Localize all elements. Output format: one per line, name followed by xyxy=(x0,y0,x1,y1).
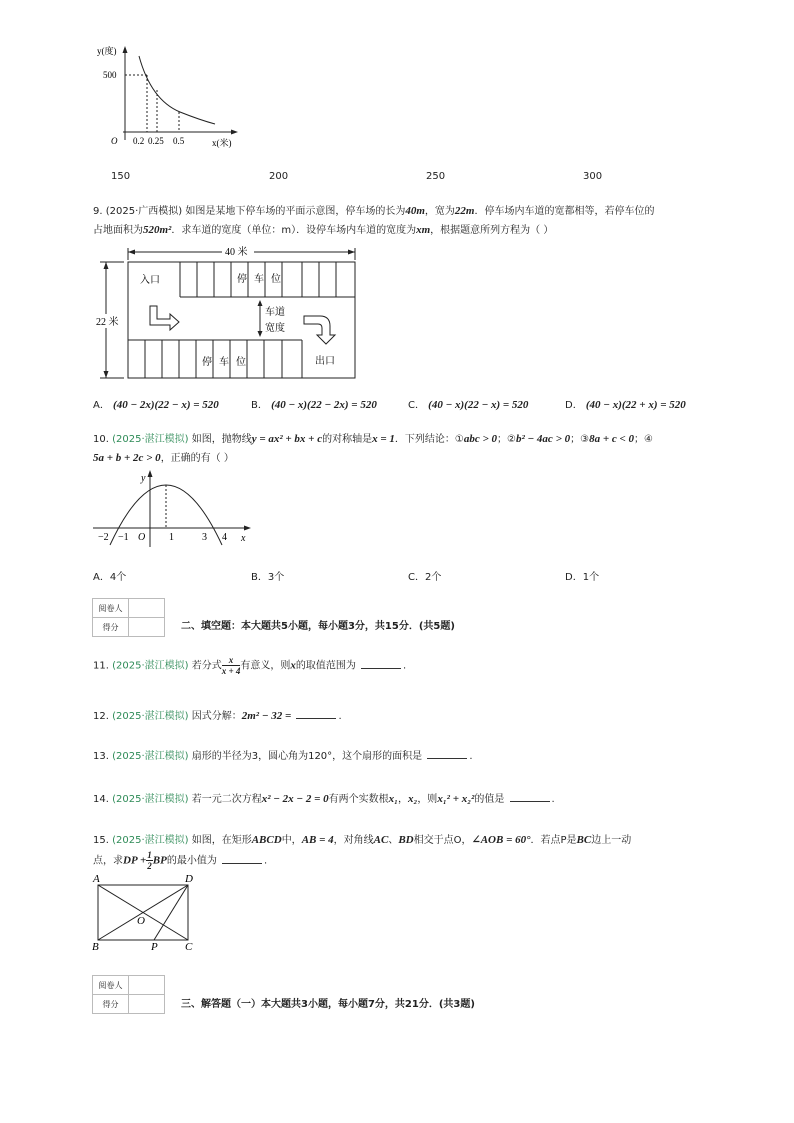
parking-bot-1: 停 xyxy=(202,357,212,368)
score-input-2[interactable] xyxy=(129,618,165,637)
score-box-2 xyxy=(92,598,165,637)
q15-bc: BC xyxy=(576,834,592,846)
score-input-3[interactable] xyxy=(129,995,165,1014)
q11-var: x xyxy=(290,659,296,672)
parabola-tick-4: 4 xyxy=(222,532,227,543)
q10-text-2: 的对称轴是 xyxy=(322,434,373,445)
question-12: 12. (2025·湛江模拟) 因式分解：2m² − 32 = . xyxy=(93,710,342,722)
q14-text-1: 若一元二次方程 xyxy=(191,794,262,805)
q12-number: 12. xyxy=(93,711,109,722)
q10-option-b[interactable]: B．3个 xyxy=(251,572,285,583)
q12-expr: 2m² − 32 = xyxy=(241,710,292,722)
question-9 xyxy=(93,202,654,240)
q11-answer-blank[interactable] xyxy=(361,659,401,669)
q10-text-3: ．下列结论：① xyxy=(394,434,464,445)
q15-text-3: ，对角线 xyxy=(333,835,374,846)
parabola-origin: O xyxy=(138,532,146,543)
q13-source: (2025·湛江模拟) xyxy=(112,751,189,762)
parking-side-length: 22 米 xyxy=(96,317,119,328)
parking-top-3: 位 xyxy=(271,274,281,285)
exit-arrow-icon xyxy=(304,316,335,344)
reviewer-input-3[interactable] xyxy=(129,976,165,995)
q15-angle: ∠AOB = 60° xyxy=(471,834,531,846)
q10-source: (2025·湛江模拟) xyxy=(112,434,189,445)
graph-x-tick-2: 0.25 xyxy=(148,136,164,146)
q12-text-1: 因式分解： xyxy=(191,711,242,722)
q15-source: (2025·湛江模拟) xyxy=(112,835,189,846)
rect-point-c: C xyxy=(185,941,193,953)
rect-point-b: B xyxy=(92,941,99,953)
score-cell-3: 得分 xyxy=(93,995,129,1014)
q15-text-6: 边上一动 xyxy=(591,835,632,846)
parking-top-2: 车 xyxy=(254,274,264,285)
q15-bp: BP xyxy=(152,854,167,867)
parabola-tick-neg1: −1 xyxy=(118,532,129,543)
q9-text-1: 如图是某地下停车场的平面示意图，停车场的长为 xyxy=(185,206,406,217)
rectangle-diagram xyxy=(88,870,203,955)
reviewer-cell-3: 阅卷人 xyxy=(93,976,129,995)
q15-text-1: 如图，在矩形 xyxy=(191,835,252,846)
rect-point-p: P xyxy=(151,941,158,953)
score-box-3 xyxy=(92,975,165,1014)
q10-text-5: ；③ xyxy=(570,434,590,445)
q15-text-7: 点，求 xyxy=(93,855,123,867)
q10-option-d[interactable]: D．1个 xyxy=(565,572,600,583)
rect-point-d: D xyxy=(185,873,193,885)
q10-number: 10. xyxy=(93,434,109,445)
q10-text-1: 如图，抛物线 xyxy=(191,434,252,445)
graph-x-tick-3: 0.5 xyxy=(173,136,185,146)
question-11: 11. (2025·湛江模拟) 若分式 $\frac{x}{x + 4}$ 有意义，则x的取值范围为 . xyxy=(93,655,407,676)
q14-text-4: 的值是 xyxy=(474,794,505,805)
q9-length: 40m xyxy=(405,205,425,217)
q15-text-2: 中， xyxy=(281,835,302,846)
parabola-graph xyxy=(88,465,258,550)
q9-text-6: ，根据题意所列方程为（ ） xyxy=(430,225,554,236)
graph-x-tick-1: 0.2 xyxy=(133,136,145,146)
q9-area: 520m² xyxy=(143,224,172,236)
question-13: 13. (2025·湛江模拟) 扇形的半径为3，圆心角为120°，这个扇形的面积是 . xyxy=(93,751,473,762)
q15-ac: AC xyxy=(373,834,389,846)
parking-bot-2: 车 xyxy=(219,357,229,368)
q9-text-4: 占地面积为 xyxy=(93,225,143,236)
q12-source: (2025·湛江模拟) xyxy=(112,711,189,722)
q15-text-8: 的最小值为 xyxy=(166,855,217,867)
q14-text-2: 有两个实数根 xyxy=(328,794,389,805)
lane-width-label: 宽度 xyxy=(265,323,285,334)
q10-expr-1: y = ax² + bx + c xyxy=(251,433,323,445)
parabola-x-label: x xyxy=(241,533,246,544)
q9-text-5: ．求车道的宽度（单位：m）．设停车场内车道的宽度为 xyxy=(171,225,417,236)
q9-option-b[interactable]: B． (40 − x)(22 − 2x) = 520 xyxy=(251,399,377,411)
q15-text-4: 相交于点O， xyxy=(413,835,472,846)
reviewer-cell-2: 阅卷人 xyxy=(93,599,129,618)
q10-text-4: ；② xyxy=(497,434,516,445)
score-cell-2: 得分 xyxy=(93,618,129,637)
q14-number: 14. xyxy=(93,794,109,805)
q13-number: 13. xyxy=(93,751,109,762)
q15-bd: BD xyxy=(398,834,414,846)
q11-text-2: 有意义，则 xyxy=(240,660,291,672)
parking-top-1: 停 xyxy=(237,274,247,285)
q15-rect: ABCD xyxy=(251,834,282,846)
entrance-arrow-icon xyxy=(150,306,179,330)
section-3-title: 三、解答题（一）本大题共3小题，每小题7分，共21分．(共3题) xyxy=(181,999,475,1010)
q10-cond-3: 8a + c < 0 xyxy=(589,433,634,445)
q15-number: 15. xyxy=(93,835,109,846)
question-15: 15. (2025·湛江模拟) 如图，在矩形ABCD中，AB = 4，对角线AC、BD相交于点O，∠AOB = 60°．若点P是BC边上一动 点，求DP + $\frac{1}{2}$ BP的最小值为 . xyxy=(93,834,632,871)
q15-answer-blank[interactable] xyxy=(222,854,262,864)
score-250: 250 xyxy=(426,171,446,182)
q10-text-7: ，正确的有（ ） xyxy=(160,453,234,464)
question-14: 14. (2025·湛江模拟) 若一元二次方程x² − 2x − 2 = 0有两个实数根x₁，x₂，则x₁² + x₂²的值是 . xyxy=(93,793,555,805)
score-200: 200 xyxy=(269,171,289,182)
q9-option-c[interactable]: C． (40 − x)(22 − x) = 520 xyxy=(408,399,529,411)
lane-label: 车道 xyxy=(265,307,285,318)
q10-cond-1: abc > 0 xyxy=(463,433,497,445)
q9-var: xm xyxy=(416,224,431,236)
q11-fraction: $\frac{x}{x + 4}$ xyxy=(221,655,241,676)
parking-top-length: 40 米 xyxy=(225,247,248,258)
reviewer-input-2[interactable] xyxy=(129,599,165,618)
q15-ab: AB = 4 xyxy=(301,834,334,846)
graph-origin: O xyxy=(111,136,118,146)
graph-y-label: y(度) xyxy=(97,46,117,56)
graph-x-label: x(米) xyxy=(212,138,232,148)
q15-fraction: $\frac{1}{2}$ xyxy=(147,850,152,871)
q14-source: (2025·湛江模拟) xyxy=(112,794,189,805)
q12-answer-blank[interactable] xyxy=(296,709,336,719)
inverse-curve-graph xyxy=(95,40,245,155)
q9-option-d[interactable]: D． (40 − x)(22 + x) = 520 xyxy=(565,399,686,411)
q9-text-3: ．停车场内车道的宽都相等，若停车位的 xyxy=(474,206,655,217)
q15-text-5: ．若点P是 xyxy=(530,835,577,846)
parking-lot-diagram xyxy=(90,240,365,385)
q10-cond-2: b² − 4ac > 0 xyxy=(515,433,571,445)
q11-source: (2025·湛江模拟) xyxy=(112,660,189,672)
q10-expr-2: x = 1 xyxy=(372,433,395,445)
q10-cond-4: 5a + b + 2c > 0 xyxy=(93,452,161,464)
exit-label: 出口 xyxy=(315,356,335,367)
parking-bot-3: 位 xyxy=(236,357,246,368)
parabola-y-label: y xyxy=(141,473,146,484)
q13-answer-blank[interactable] xyxy=(427,749,467,759)
parabola-tick-1: 1 xyxy=(169,532,174,543)
graph-y-tick: 500 xyxy=(103,70,117,80)
q15-dp: DP + xyxy=(123,854,147,867)
score-300: 300 xyxy=(583,171,603,182)
q14-text-3: ，则 xyxy=(417,794,438,805)
q14-root-1: x₁ xyxy=(388,793,398,805)
q9-source: (2025·广西模拟) xyxy=(105,206,183,217)
q14-answer-blank[interactable] xyxy=(510,792,550,802)
q9-number: 9. xyxy=(93,206,103,217)
q9-width: 22m xyxy=(454,205,475,217)
q14-root-2: x₂ xyxy=(407,793,418,805)
parabola-tick-neg2: −2 xyxy=(98,532,109,543)
q11-number: 11. xyxy=(93,660,109,672)
q10-text-6: ；④ xyxy=(633,434,653,445)
rect-point-o: O xyxy=(137,915,145,927)
score-150: 150 xyxy=(111,171,131,182)
q11-text-1: 若分式 xyxy=(191,660,222,672)
q11-text-3: 的取值范围为 xyxy=(295,660,356,672)
q10-option-c[interactable]: C．2个 xyxy=(408,572,442,583)
section-2-title: 二、填空题：本大题共5小题，每小题3分，共15分．(共5题) xyxy=(181,621,455,632)
q10-option-a[interactable]: A．4个 xyxy=(93,572,127,583)
q13-text-1: 扇形的半径为3，圆心角为120°，这个扇形的面积是 xyxy=(191,751,423,762)
parabola-tick-3: 3 xyxy=(202,532,207,543)
q14-expr: x² − 2x − 2 = 0 xyxy=(261,793,329,805)
q9-text-2: ，宽为 xyxy=(424,206,455,217)
q14-expr-2: x₁² + x₂² xyxy=(437,793,475,805)
question-10 xyxy=(93,430,653,468)
q9-option-a[interactable]: A． (40 − 2x)(22 − x) = 520 xyxy=(93,399,219,411)
rect-point-a: A xyxy=(93,873,100,885)
entrance-label: 入口 xyxy=(140,275,160,286)
